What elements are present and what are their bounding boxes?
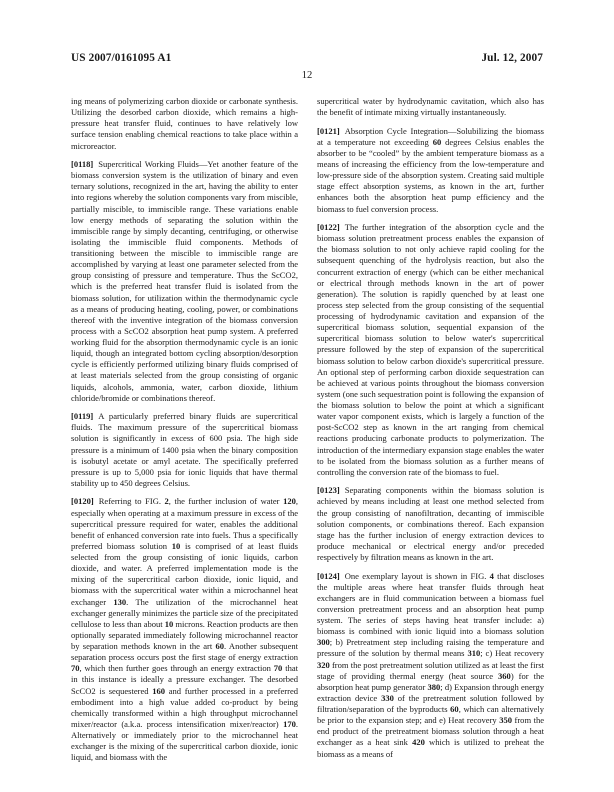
- paragraph-number: [0121]: [317, 125, 340, 136]
- reference-numeral: 130: [113, 596, 127, 607]
- paragraph-number: [0119]: [71, 411, 94, 422]
- reference-numeral: 350: [499, 715, 512, 726]
- paragraph-text: Supercritical Working Fluids—Yet another feature of the biomass conversion system is the utilization of binary and even ternary solutions, recognized in the art, having the ability to enter into regions whereby the solution components vary from miscible, partially miscible, to immiscible range. These variations enable low energy methods of separating the solution within the immiscible range by simply decanting, centrifuging, or otherwise isolating the immiscible fluid components. Methods of transitioning between the miscible to immiscible range are accomplished by varying at least one parameter selected from the group consisting of pressure and temperature. Thus the ScCO2, which is the preferred heat transfer fluid is isolated from the biomass solution, for utilization within the thermodynamic cycle as a means of producing heating, cooling, power, or combinations thereof with the inventive integration of the biomass conversion process with a ScCO2 absorption heat pump system. A preferred working fluid for the absorption thermodynamic cycle is an ionic liquid, though an integrated bottom cycling absorption/desorption cycle is efficiently performed utilizing binary fluids comprised of at least materials selected from the group consisting of organic liquids, alcohols, ammonia, water, carbon dioxide, lithium chloride/bromide or combinations thereof.: [71, 159, 298, 403]
- left-column: [71, 96, 298, 768]
- paragraph-continuation: [71, 96, 298, 152]
- paragraph-0123: [317, 485, 544, 563]
- paragraph-number: [0124]: [317, 570, 340, 581]
- paragraph-0121: [317, 126, 544, 215]
- paragraph-number: [0122]: [317, 222, 340, 233]
- reference-numeral: 160: [152, 685, 166, 696]
- reference-numeral: 60: [450, 704, 459, 715]
- paragraph-text: ing means of polymerizing carbon dioxide or carbonate synthesis. Utilizing the desorbed carbon dioxide, which remains a high-pressure heat transfer fluid, continues to have relatively low surface tension enabling chemical reactions to take place within a microreactor.: [71, 96, 298, 151]
- reference-numeral: 170: [283, 718, 296, 729]
- reference-numeral: 420: [412, 737, 425, 748]
- reference-numeral: 10: [171, 540, 181, 551]
- paragraph-text: Absorption Cycle Integration—Solubilizing the biomass at a temperature not exceeding 60 degrees Celsius enables the absorber to be “cooled” by the ambient temperature biomass as a means of increasing the efficiency from the low-temperature and low-pressure side of the absorption system. Creating said multiple stage effect absorption systems, as known in the art, further enhances both the absorption heat pump efficiency and the biomass to fuel conversion process.: [317, 125, 544, 214]
- reference-numeral: 310: [467, 648, 481, 659]
- paragraph-text: One exemplary layout is shown in FIG. 4 that discloses the multiple areas where heat transfer fluids through heat exchangers are in fluid communication between a biomass fuel conversion pretreatment process and an absorption heat pump system. The series of steps having heat transfer include: a) biomass is combined with ionic liquid into a biomass solution 300; b) Pretreatment step including raising the temperature and pressure of the solution by thermal means 310; c) Heat recovery 320 from the post pretreatment solution utilized as at least the first stage of providing thermal energy (heat source 360) for the absorption heat pump generator 380; d) Expansion through energy extraction device 330 of the pretreatment solution followed by filtration/separation of the byproducts 60, which can alternatively be prior to the expansion step; and e) Heat recovery 350 from the end product of the pretreatment biomass solution through a heat exchanger as a heat sink 420 which is utilized to preheat the biomass as a means of: [317, 570, 544, 759]
- page-number: 12: [301, 70, 313, 81]
- paragraph-text: The further integration of the absorption cycle and the biomass solution pretreatment process enables the expansion of the biomass solution to not only achieve rapid cooling for the subsequent quenching of the hydrolysis reaction, but also the concurrent extraction of energy (which can be either mechanical or electrical through methods known in the art of power generation). The solution is rapidly quenched by at least one process step selected from the group consisting of the sequential processing of hydrodynamic cavitation and expansion of the supercritical biomass solution, sequential expansion of the supercritical biomass solution to below water's supercritical pressure followed by the step of expansion of the supercritical biomass solution to below carbon dioxide's supercritical pressure. An optional step of performing carbon dioxide sequestration can be achieved at various points throughout the biomass conversion system (one such sequestration point is following the expansion of the biomass solution to below the point at which a significant water vapor component exists, which is largely a function of the post-ScCO2 step as known in the art ranging from chemical reactions producing carbonate products to polymerization. The introduction of the intermediary expansion stage enables the water to be isolated from the biomass solution as a further means of controlling the conversion rate of the biomass to fuel.: [317, 222, 544, 477]
- paragraph-0118: [71, 159, 298, 404]
- reference-numeral: 300: [317, 637, 330, 648]
- reference-numeral: 60: [215, 641, 224, 652]
- reference-numeral: 60: [432, 136, 442, 147]
- reference-numeral: 380: [427, 681, 441, 692]
- paragraph-number: [0123]: [317, 485, 340, 496]
- publication-number: US 2007/0161095 A1: [71, 52, 172, 64]
- paragraph-text: Referring to FIG. 2, the further inclusion of water 120, especially when operating at a maximum pressure in excess of the supercritical pressure required for water, enables the additional benefit of enhanced conversion rate into fuels. Thus a specifically preferred biomass solution 10 is comprised of at least fluids selected from the group consisting of ionic liquids, carbon dioxide, and water. A preferred implementation mode is the mixing of the supercritical carbon dioxide, ionic liquid, and biomass with the supercritical water within a microchannel heat exchanger 130. The utilization of the microchannel heat exchanger generally minimizes the particle size of the precipitated cellulose to less than about 10 microns. Reaction products are then optionally separated immediately following microchannel reactor by separation methods known in the art 60. Another subsequent separation process occurs post the first stage of energy extraction 70, which then further goes through an energy extraction 70 that in this instance is ideally a pressure exchanger. The desorbed ScCO2 is sequestered 160 and further processed in a preferred embodiment into a high value added co-product by being chemically transformed within a high throughput microchannel mixer/reactor (a.k.a. process intensification mixer/reactor) 170. Alternatively or immediately prior to the microchannel heat exchanger is the mixing of the supercritical carbon dioxide, ionic liquid, and biomass with the: [71, 496, 298, 763]
- reference-numeral: 120: [283, 496, 296, 507]
- publication-date: Jul. 12, 2007: [481, 52, 543, 64]
- running-head: [71, 52, 543, 81]
- paragraph-0124: [317, 571, 544, 760]
- paragraph-0119: [71, 411, 298, 489]
- paragraph-text: Separating components within the biomass solution is achieved by means including at least one method selected from the group consisting of nanofiltration, decanting of immiscible solution components, or combinations thereof. Each expansion stage has the further inclusion of energy extraction devices to produce mechanical or electrical energy and/or preceded respectively by filtration means as known in the art.: [317, 485, 544, 563]
- body-columns: [71, 96, 544, 768]
- paragraph-text: A particularly preferred binary fluids are supercritical fluids. The maximum pressure of the supercritical biomass solution is significantly in excess of 600 psia. The high side pressure is a minimum of 1400 psia when the binary composition is isobutyl acetate or amyl acetate. The specifically preferred pressure is up to 5,000 psia for ionic liquids that have thermal stability up to 450 degrees Celsius.: [71, 411, 298, 488]
- reference-numeral: 320: [317, 659, 330, 670]
- reference-numeral: 70: [71, 663, 80, 674]
- figure-numeral: 2: [164, 496, 169, 507]
- reference-numeral: 330: [381, 692, 394, 703]
- paragraph-continuation: [317, 96, 544, 118]
- reference-numeral: 70: [273, 663, 283, 674]
- right-column: [317, 96, 544, 768]
- figure-numeral: 4: [489, 570, 494, 581]
- paragraph-0122: [317, 222, 544, 478]
- paragraph-text: supercritical water by hydrodynamic cavitation, which also has the benefit of intimate mixing virtually instantaneously.: [317, 96, 544, 118]
- paragraph-number: [0118]: [71, 159, 94, 170]
- reference-numeral: 360: [498, 670, 511, 681]
- paragraph-0120: [71, 496, 298, 763]
- reference-numeral: 10: [164, 618, 174, 629]
- paragraph-number: [0120]: [71, 496, 94, 507]
